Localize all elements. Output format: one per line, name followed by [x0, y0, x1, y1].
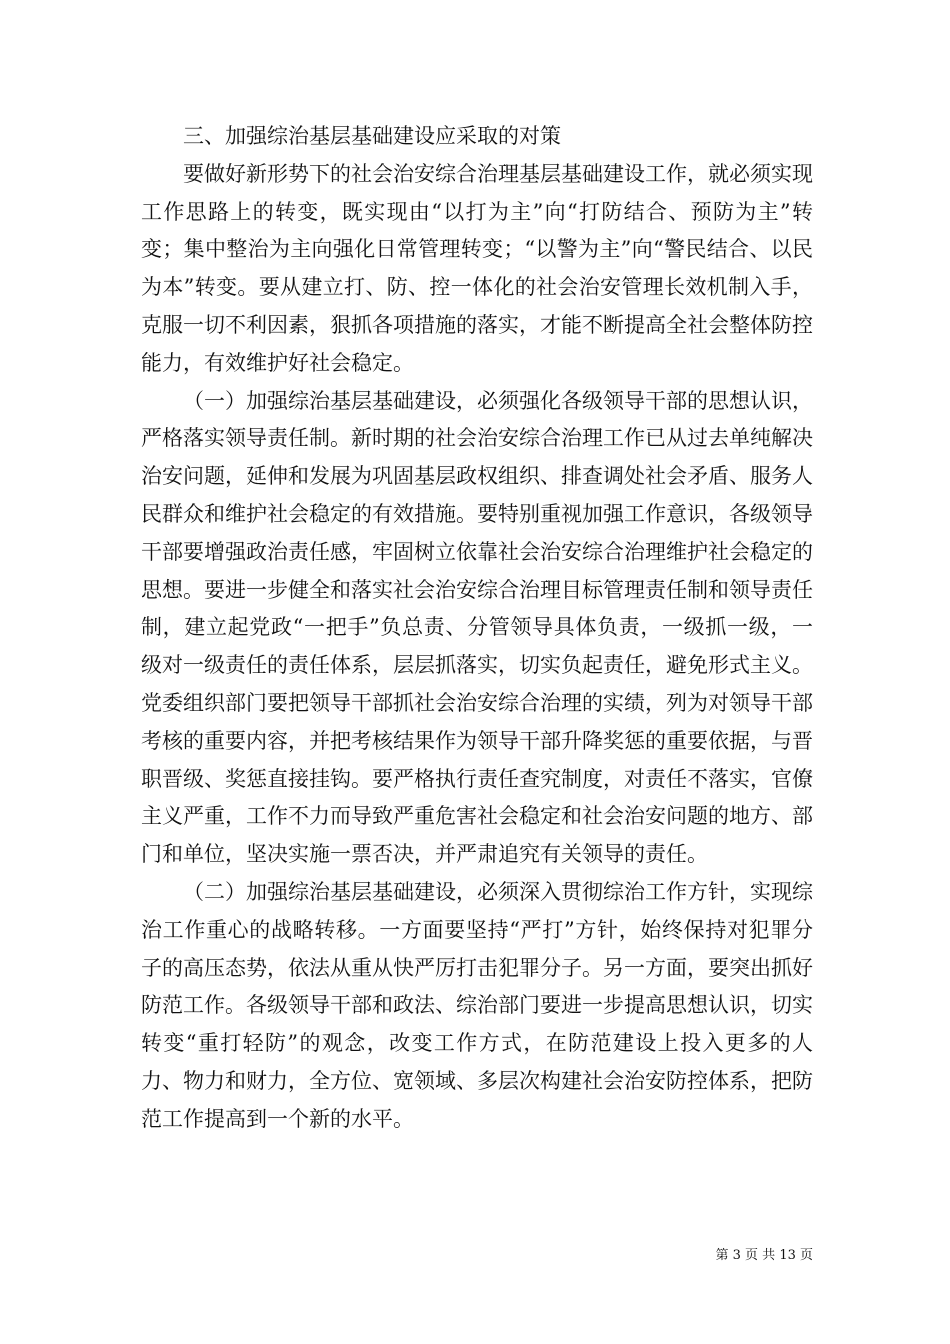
- page-number: 第 3 页 共 13 页: [715, 1248, 813, 1263]
- document-body: [141, 118, 813, 1139]
- section-heading: 三、加强综治基层基础建设应采取的对策: [183, 124, 561, 148]
- paragraph-point-1: （一）加强综治基层基础建设，必须强化各级领导干部的思想认识，严格落实领导责任制。新时期的社会治安综合治理工作已从过去单纯解决治安问题，延伸和发展为巩固基层政权组织、排查调处社会矛盾、服务人民群众和维护社会稳定的有效措施。要特别重视加强工作意识，各级领导干部要增强政治责任感，牢固树立依靠社会治安综合治理维护社会稳定的思想。要进一步健全和落实社会治安综合治理目标管理责任制和领导责任制，建立起党政“一把手”负总责、分管领导具体负责，一级抓一级，一级对一级责任的责任体系，层层抓落实，切实负起责任，避免形式主义。党委组织部门要把领导干部抓社会治安综合治理的实绩，列为对领导干部考核的重要内容，并把考核结果作为领导干部升降奖惩的重要依据，与晋职晋级、奖惩直接挂钩。要严格执行责任查究制度，对责任不落实，官僚主义严重，工作不力而导致严重危害社会稳定和社会治安问题的地方、部门和单位，坚决实施一票否决，并严肃追究有关领导的责任。: [141, 388, 813, 867]
- paragraph-point-2: （二）加强综治基层基础建设，必须深入贯彻综治工作方针，实现综治工作重心的战略转移。一方面要坚持“严打”方针，始终保持对犯罪分子的高压态势，依法从重从快严厉打击犯罪分子。另一方面，要突出抓好防范工作。各级领导干部和政法、综治部门要进一步提高思想认识，切实转变“重打轻防”的观念，改变工作方式，在防范建设上投入更多的人力、物力和财力，全方位、宽领域、多层次构建社会治安防控体系，把防范工作提高到一个新的水平。: [141, 879, 813, 1131]
- paragraph-intro: 要做好新形势下的社会治安综合治理基层基础建设工作，就必须实现工作思路上的转变，既实现由“以打为主”向“打防结合、预防为主”转变；集中整治为主向强化日常管理转变；“以警为主”向“警民结合、以民为本”转变。要从建立打、防、控一体化的社会治安管理长效机制入手，克服一切不利因素，狠抓各项措施的落实，才能不断提高全社会整体防控能力，有效维护好社会稳定。: [141, 161, 813, 375]
